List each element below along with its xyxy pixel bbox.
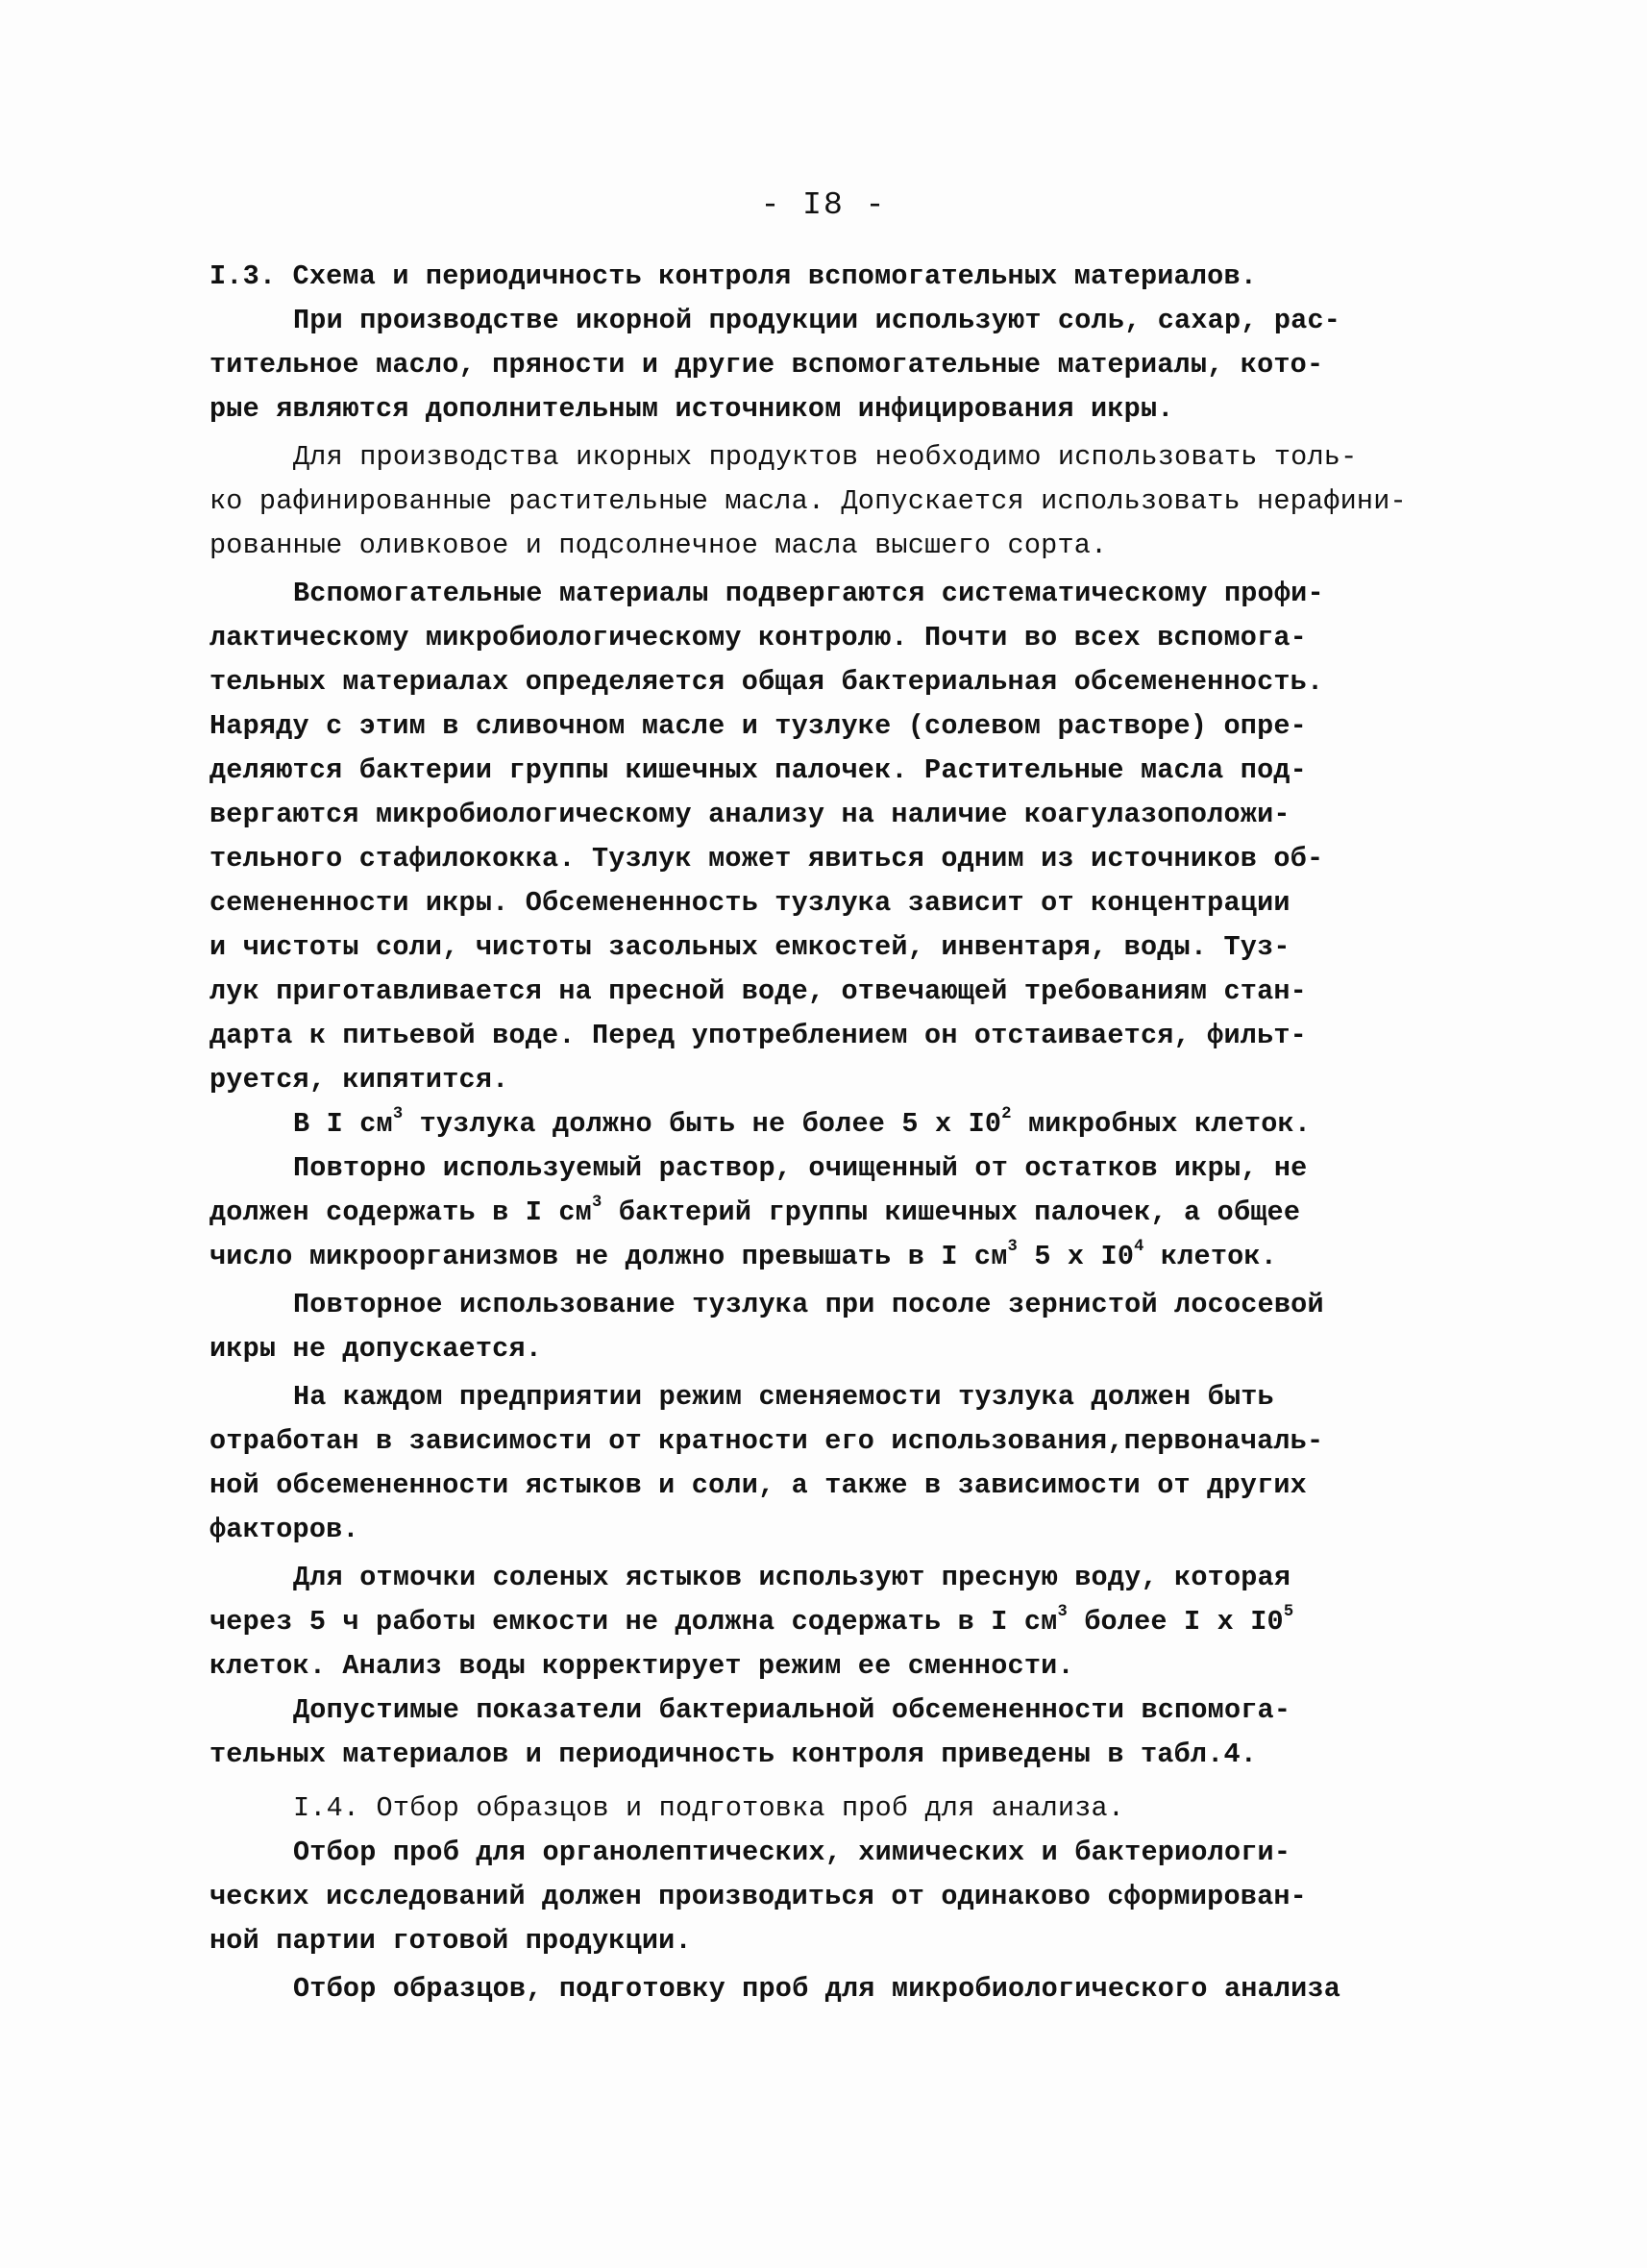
text-line: Повторно используемый раствор, очищенный от остатков икры, не xyxy=(293,1152,1308,1184)
text-line: дарта к питьевой воде. Перед употреблением он отстаивается, фильт- xyxy=(209,1020,1307,1051)
text-line: отработан в зависимости от кратности его использования,первоначаль- xyxy=(209,1425,1324,1457)
text-line: вергаются микробиологическому анализу на наличие коагулазоположи- xyxy=(209,799,1291,830)
body-text xyxy=(209,255,1449,2011)
text-line: Для отмочки соленых ястыков используют пресную воду, которая xyxy=(293,1562,1291,1593)
text-line: Отбор проб для органолептических, химических и бактериологи- xyxy=(293,1837,1291,1868)
section-heading-1-4: I.4. Отбор образцов и подготовка проб для анализа. xyxy=(293,1792,1125,1824)
paragraph-8 xyxy=(209,1556,1449,1689)
text-line: лук приготавливается на пресной воде, отвечающей требованиям стан- xyxy=(209,975,1307,1007)
paragraph-1 xyxy=(209,255,1449,431)
text-line: На каждом предприятии режим сменяемости тузлука должен быть xyxy=(293,1381,1274,1413)
paragraph-9 xyxy=(209,1689,1449,1777)
text-line: ко рафинированные растительные масла. Допускается использовать нерафини- xyxy=(209,485,1407,517)
text-line: факторов. xyxy=(209,1514,359,1545)
superscript: 5 xyxy=(1283,1603,1294,1622)
paragraph-10 xyxy=(209,1787,1449,1831)
paragraph-5 xyxy=(209,1146,1449,1279)
text-line: тельных материалах определяется общая бактериальная обсемененность. xyxy=(209,666,1324,698)
text-fragment: число микроорганизмов не должно превышать в I см xyxy=(209,1241,1008,1272)
text-line-with-superscript xyxy=(209,1102,1449,1146)
text-fragment: тузлука должно быть не более 5 х I0 xyxy=(403,1108,1002,1140)
superscript: 3 xyxy=(1057,1603,1068,1622)
paragraph-12 xyxy=(209,1967,1449,2011)
superscript: 4 xyxy=(1134,1238,1144,1257)
paragraph-11 xyxy=(209,1831,1449,1963)
text-fragment: более I х I0 xyxy=(1067,1606,1284,1638)
text-line: ной партии готовой продукции. xyxy=(209,1925,692,1957)
text-fragment: В I см xyxy=(293,1108,393,1140)
paragraph-3 xyxy=(209,572,1449,1102)
superscript: 3 xyxy=(392,1105,404,1124)
text-line: тельных материалов и периодичность контроля приведены в табл.4. xyxy=(209,1738,1258,1770)
paragraph-2 xyxy=(209,435,1449,568)
paragraph-4 xyxy=(209,1102,1449,1146)
text-line: рованные оливковое и подсолнечное масла высшего сорта. xyxy=(209,530,1108,561)
text-line: икры не допускается. xyxy=(209,1333,543,1365)
text-fragment: бактерий группы кишечных палочек, а общее xyxy=(602,1196,1301,1228)
text-line: Наряду с этим в сливочном масле и тузлуке (солевом растворе) опре- xyxy=(209,710,1307,742)
page-number: - I8 - xyxy=(760,187,887,223)
paragraph-7 xyxy=(209,1375,1449,1552)
text-line: рые являются дополнительным источником инфицирования икры. xyxy=(209,393,1174,425)
text-line-with-superscript xyxy=(209,1191,1449,1235)
text-line: руется, кипятится. xyxy=(209,1064,509,1096)
text-line: Для производства икорных продуктов необходимо использовать толь- xyxy=(293,441,1358,473)
text-fragment: клеток. xyxy=(1143,1241,1278,1272)
paragraph-6 xyxy=(209,1283,1449,1371)
superscript: 3 xyxy=(1007,1238,1019,1257)
text-fragment: должен содержать в I см xyxy=(209,1196,592,1228)
text-line: тельного стафилококка. Тузлук может явиться одним из источников об- xyxy=(209,843,1324,875)
text-line: лактическому микробиологическому контролю. Почти во всех вспомога- xyxy=(209,622,1307,653)
text-fragment: через 5 ч работы емкости не должна содержать в I см xyxy=(209,1606,1058,1638)
text-fragment: 5 х I0 xyxy=(1018,1241,1135,1272)
text-line: Вспомогательные материалы подвергаются систематическому профи- xyxy=(293,578,1324,609)
text-line: деляются бактерии группы кишечных палочек. Растительные масла под- xyxy=(209,754,1307,786)
text-line: и чистоты соли, чистоты засольных емкостей, инвентаря, воды. Туз- xyxy=(209,931,1291,963)
text-line: Отбор образцов, подготовку проб для микробиологического анализа xyxy=(293,1973,1341,2005)
text-line: тительное масло, пряности и другие вспомогательные материалы, кото- xyxy=(209,349,1324,381)
text-fragment: микробных клеток. xyxy=(1011,1108,1312,1140)
superscript: 2 xyxy=(1001,1105,1012,1124)
text-line: Допустимые показатели бактериальной обсемененности вспомога- xyxy=(293,1694,1291,1726)
text-line: ческих исследований должен производиться от одинаково сформирован- xyxy=(209,1881,1307,1912)
section-heading-1-3: I.3. Схема и периодичность контроля вспомогательных материалов. xyxy=(209,260,1258,292)
text-line: При производстве икорной продукции используют соль, сахар, рас- xyxy=(293,305,1341,336)
text-line: Повторное использование тузлука при посоле зернистой лососевой xyxy=(293,1289,1324,1320)
superscript: 3 xyxy=(591,1194,602,1213)
text-line: семененности икры. Обсемененность тузлука зависит от концентрации xyxy=(209,887,1291,919)
text-line-with-superscript xyxy=(209,1235,1449,1279)
text-line-with-superscript xyxy=(209,1600,1449,1644)
text-line: ной обсемененности ястыков и соли, а также в зависимости от других xyxy=(209,1469,1307,1501)
text-line: клеток. Анализ воды корректирует режим ее сменности. xyxy=(209,1650,1074,1682)
